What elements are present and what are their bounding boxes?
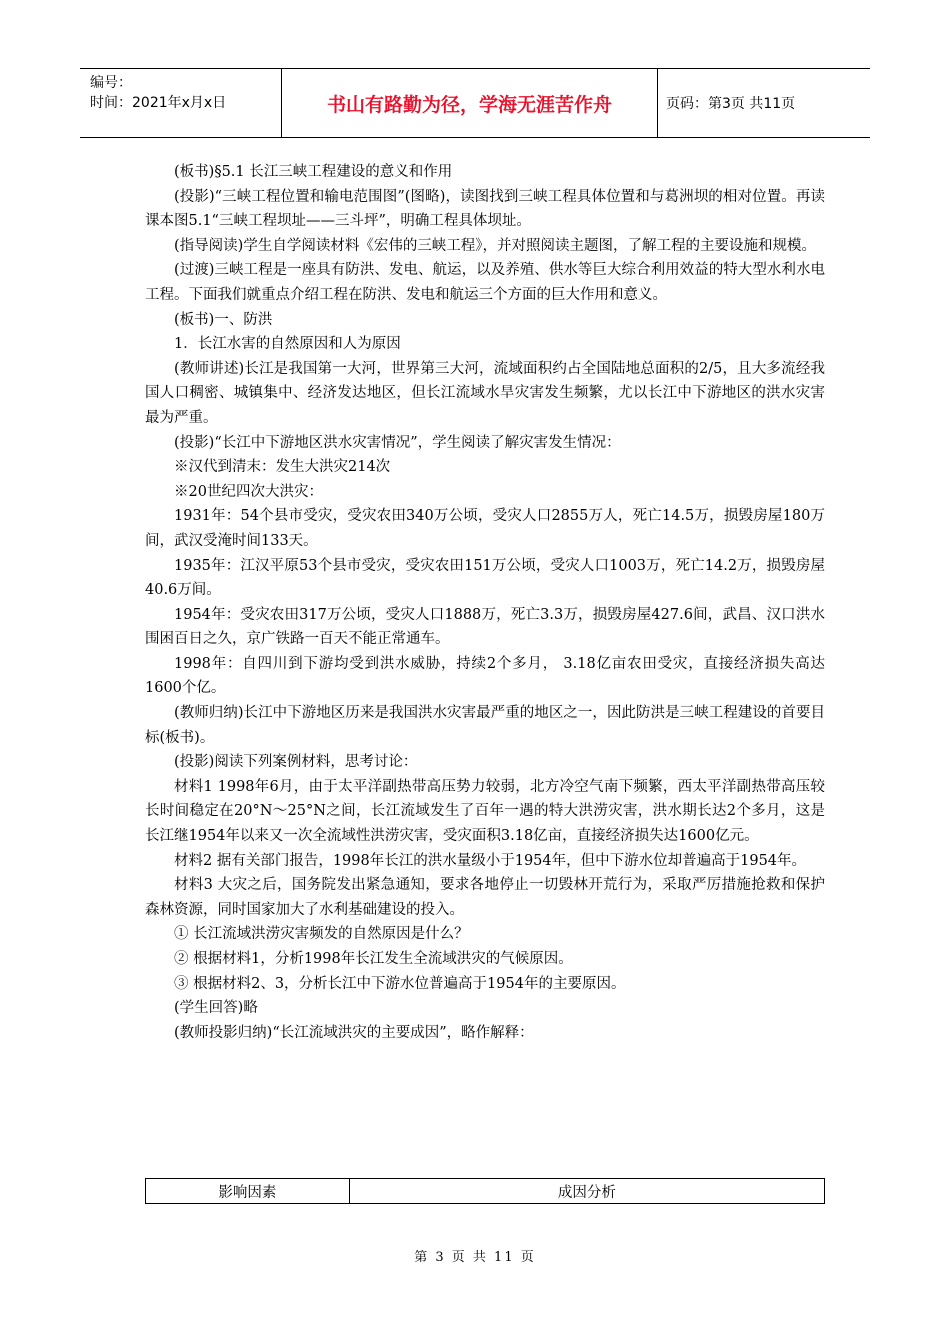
paragraph: 材料2 据有关部门报告，1998年长江的洪水量级小于1954年，但中下游水位却普遍高于1954年。 bbox=[174, 852, 807, 869]
header-motto: 书山有路勤为径，学海无涯苦作舟 bbox=[282, 69, 658, 137]
paragraph: 材料1 1998年6月，由于太平洋副热带高压势力较弱，北方冷空气南下频繁，西太平洋副热带高压较长时间稳定在20°N～25°N之间，长江流域发生了百年一遇的特大洪涝灾害，洪水期长达2个多月，这是长江继1954年以来又一次全流域性洪涝灾害，受灾面积3.18亿亩，直接经济损失达1600亿元。 bbox=[145, 778, 825, 845]
header-page-info: 页码：第3页 共11页 bbox=[666, 96, 796, 112]
table-header-analysis: 成因分析 bbox=[349, 1179, 824, 1204]
page-header bbox=[80, 68, 870, 138]
cause-table bbox=[145, 1178, 825, 1204]
table-header-factor: 影响因素 bbox=[146, 1179, 350, 1204]
paragraph: (板书)§5.1 长江三峡工程建设的意义和作用 bbox=[174, 164, 453, 180]
paragraph: (教师讲述)长江是我国第一大河，世界第三大河，流域面积约占全国陆地总面积的2/5，且大多流经我国人口稠密、城镇集中、经济发达地区，但长江流域水旱灾害发生频繁，尤以长江中下游地区的洪水灾害最为严重。 bbox=[145, 360, 825, 426]
paragraph: (板书)一、防洪 bbox=[174, 311, 273, 328]
paragraph: (教师归纳)长江中下游地区历来是我国洪水灾害最严重的地区之一，因此防洪是三峡工程建设的首要目标(板书)。 bbox=[145, 705, 825, 746]
paragraph: 材料3 大灾之后，国务院发出紧急通知，要求各地停止一切毁林开荒行为，采取严厉措施抢救和保护森林资源，同时国家加大了水利基础建设的投入。 bbox=[145, 877, 825, 918]
paragraph: (投影)“长江中下游地区洪水灾害情况”，学生阅读了解灾害发生情况： bbox=[174, 434, 621, 451]
page-footer: 第 3 页 共 11 页 bbox=[414, 1250, 536, 1265]
paragraph: 1998年：自四川到下游均受到洪水威胁，持续2个多月， 3.18亿亩农田受灾，直接经济损失高达1600个亿。 bbox=[145, 655, 825, 697]
header-meta bbox=[80, 69, 282, 137]
paragraph: (指导阅读)学生自学阅读材料《宏伟的三峡工程》，并对照阅读主题图，了解工程的主要设施和规模。 bbox=[174, 237, 817, 254]
paragraph: ※汉代到清末：发生大洪灾214次 bbox=[174, 459, 391, 476]
code-label: 编号： bbox=[90, 75, 132, 91]
paragraph: (学生回答)略 bbox=[174, 1000, 258, 1017]
time-label: 时间：2021年x月x日 bbox=[90, 95, 227, 111]
paragraph: (投影)“三峡工程位置和输电范围图”(图略)，读图找到三峡工程具体位置和与葛洲坝的相对位置。再读课本图5.1“三峡工程坝址——三斗坪”，明确工程具体坝址。 bbox=[145, 188, 825, 230]
paragraph: 1954年：受灾农田317万公顷，受灾人口1888万，死亡3.3万，损毁房屋427.6间，武昌、汉口洪水围困百日之久，京广铁路一百天不能正常通车。 bbox=[145, 606, 825, 648]
paragraph: 1．长江水害的自然原因和人为原因 bbox=[174, 336, 401, 353]
paragraph: ※20世纪四次大洪灾： bbox=[174, 483, 323, 500]
paragraph: ② 根据材料1，分析1998年长江发生全流域洪灾的气候原因。 bbox=[174, 951, 573, 967]
paragraph: (投影)阅读下列案例材料，思考讨论： bbox=[174, 754, 418, 771]
paragraph: (过渡)三峡工程是一座具有防洪、发电、航运，以及养殖、供水等巨大综合利用效益的特大型水利水电工程。下面我们就重点介绍工程在防洪、发电和航运三个方面的巨大作用和意义。 bbox=[145, 262, 825, 303]
paragraph: (教师投影归纳)“长江流域洪灾的主要成因”，略作解释： bbox=[174, 1024, 534, 1041]
paragraph: 1931年：54个县市受灾，受灾农田340万公顷，受灾人口2855万人，死亡14.5万，损毁房屋180万间，武汉受淹时间133天。 bbox=[145, 508, 825, 549]
document-body bbox=[145, 160, 825, 1045]
table-header-row bbox=[146, 1179, 825, 1204]
paragraph: ③ 根据材料2、3，分析长江中下游水位普遍高于1954年的主要原因。 bbox=[174, 975, 626, 992]
paragraph: ① 长江流域洪涝灾害频发的自然原因是什么？ bbox=[174, 926, 469, 943]
paragraph: 1935年：江汉平原53个县市受灾，受灾农田151万公顷，受灾人口1003万，死亡14.2万，损毁房屋40.6万间。 bbox=[145, 557, 825, 599]
